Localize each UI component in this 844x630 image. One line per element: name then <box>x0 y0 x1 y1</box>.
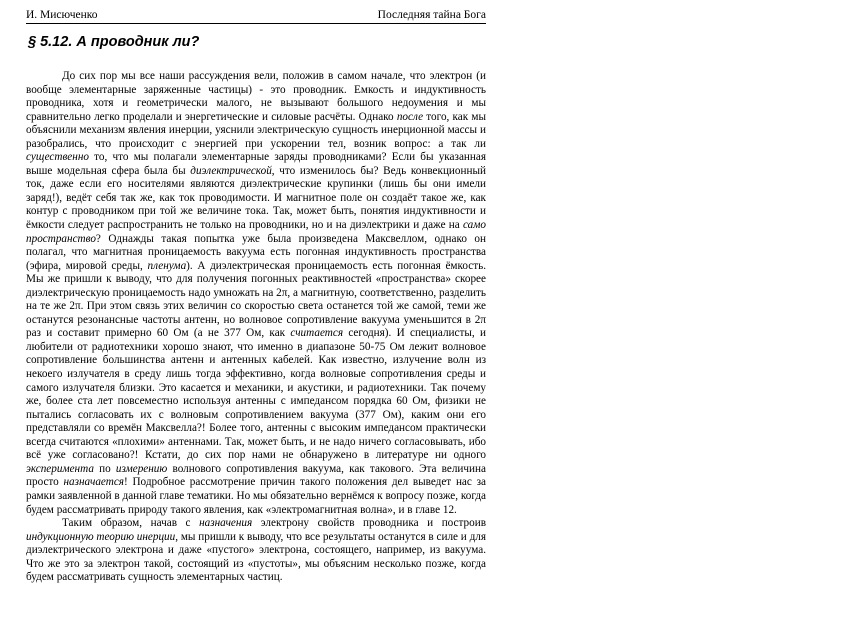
italic-run: назначается <box>63 476 124 489</box>
italic-run: диэлектрической <box>190 164 272 177</box>
text-run: , что изменилось бы? Ведь конвекционный ток, даже если его носителями являются диэлектрические крупинки (лишь бы они имели заряд!), ведёт себя так же, как ток проводимости. И магнитное поле он создаёт такое же, как контур с проводником при той же величине тока. Так, может быть, понятия индуктивности и ёмкости следует распространить не только на проводники, но и на диэлектрики и даже на <box>26 164 486 232</box>
text-run: До сих пор мы все наши рассуждения вели, положив в самом начале, что электрон (и вообще элементарные заряженные частицы) - это проводник. Емкость и индуктивность проводника, хотя и геометрически малого, не вызывают большого недоумения и мы сравнительно легко проделали и энергетические и силовые расчёты. Однако <box>26 70 486 123</box>
section-title: § 5.12. А проводник ли? <box>28 34 200 50</box>
text-run: ! Подробное рассмотрение причин такого положения дел выведет нас за рамки заявленной в данной главе тематики. Но мы обязательно вернёмся к вопросу позже, когда будем рассматривать природу такого явления, как «электромагнитная волна», и в главе 12. <box>26 476 487 516</box>
body-text <box>26 70 486 585</box>
italic-run: измерению <box>115 462 168 475</box>
text-run: ). А диэлектрическая проницаемость есть погонная ёмкость. Мы же пришли к выводу, что для получения погонных реактивностей «пространства» скорее диэлектрическую проницаемость надо умножать на 2π, а магнитную, соответственно, разделить на те же 2π. При этом связь этих величин со скоростью света останется той же самой, теми же останутся резонансные частоты антенн, но волновое сопротивление вакуума уменьшится в 2π раз и составит примерно 60 Ом (а не 377 Ом, как <box>26 259 487 340</box>
text-run: электрону свойств проводника и построив <box>252 517 487 530</box>
header-book-title: Последняя тайна Бога <box>377 9 486 21</box>
italic-run: пленума <box>147 259 187 272</box>
paragraph-2 <box>26 517 486 585</box>
text-run: по <box>93 462 116 475</box>
document-page <box>26 8 486 585</box>
text-run: , мы пришли к выводу, что все результаты останутся в силе и для диэлектрического электрона и даже «пустого» электрона, состоящего, например, из вакуума. Что же это за электрон такой, состоящий из «пустоты», мы объясним несколько позже, когда будем рассматривать сущность элементарных частиц. <box>26 530 487 584</box>
italic-run: считается <box>290 327 344 340</box>
italic-run: после <box>396 110 424 123</box>
italic-run: существенно <box>26 151 89 164</box>
text-run: ? Однажды такая попытка уже была произведена Максвеллом, однако он полагал, что магнитная проницаемость вакуума есть погонная индуктивность пространства (эфира, мировой среды, <box>26 232 486 272</box>
text-run: Таким образом, начав с <box>62 517 200 530</box>
paragraph-1 <box>26 70 486 517</box>
running-header <box>26 8 486 24</box>
italic-run: назначения <box>199 517 253 530</box>
text-run: того, как мы объяснили механизм явления инерции, уяснили электрическую сущность инерционной массы и разобрались, что происходит с энергией при ускорении тел, возник вопрос: а так ли <box>26 110 486 150</box>
header-author: И. Мисюченко <box>26 9 98 21</box>
italic-run: эксперимента <box>26 462 94 475</box>
text-run: волнового сопротивления вакуума, как такового. Эта величина просто <box>26 462 486 489</box>
text-run: то, что мы полагали элементарные заряды проводниками? Если бы указанная выше модельная сфера была бы <box>26 151 486 177</box>
italic-run: индукционную теорию инерции <box>26 530 176 543</box>
italic-run: само пространство <box>26 219 486 245</box>
text-run: сегодня). И специалисты, и любители от радиотехники хорошо знают, что именно в диапазоне 50-75 Ом лежит волновое сопротивление большинства антенн и антенных кабелей. Как известно, излучение волн из некоего излучателя в среду лишь тогда эффективно, когда волновые сопротивления среды и самого излучателя близки. Это касается и механики, и акустики, и радиотехники. Так почему же, более ста лет повсеместно используя антенны с импедансом порядка 60 Ом, физики не пытались согласовать их с волновым сопротивлением вакуума (377 Ом), каким они его представляли со времён Максвелла?! Более того, антенны с высоким импедансом практически всегда считаются «плохими» антеннами. Так, может быть, и не надо ничего согласовывать, ибо всё уже согласовано?! Кстати, до сих пор нами не обнаружено в литературе ни одного <box>26 327 486 462</box>
